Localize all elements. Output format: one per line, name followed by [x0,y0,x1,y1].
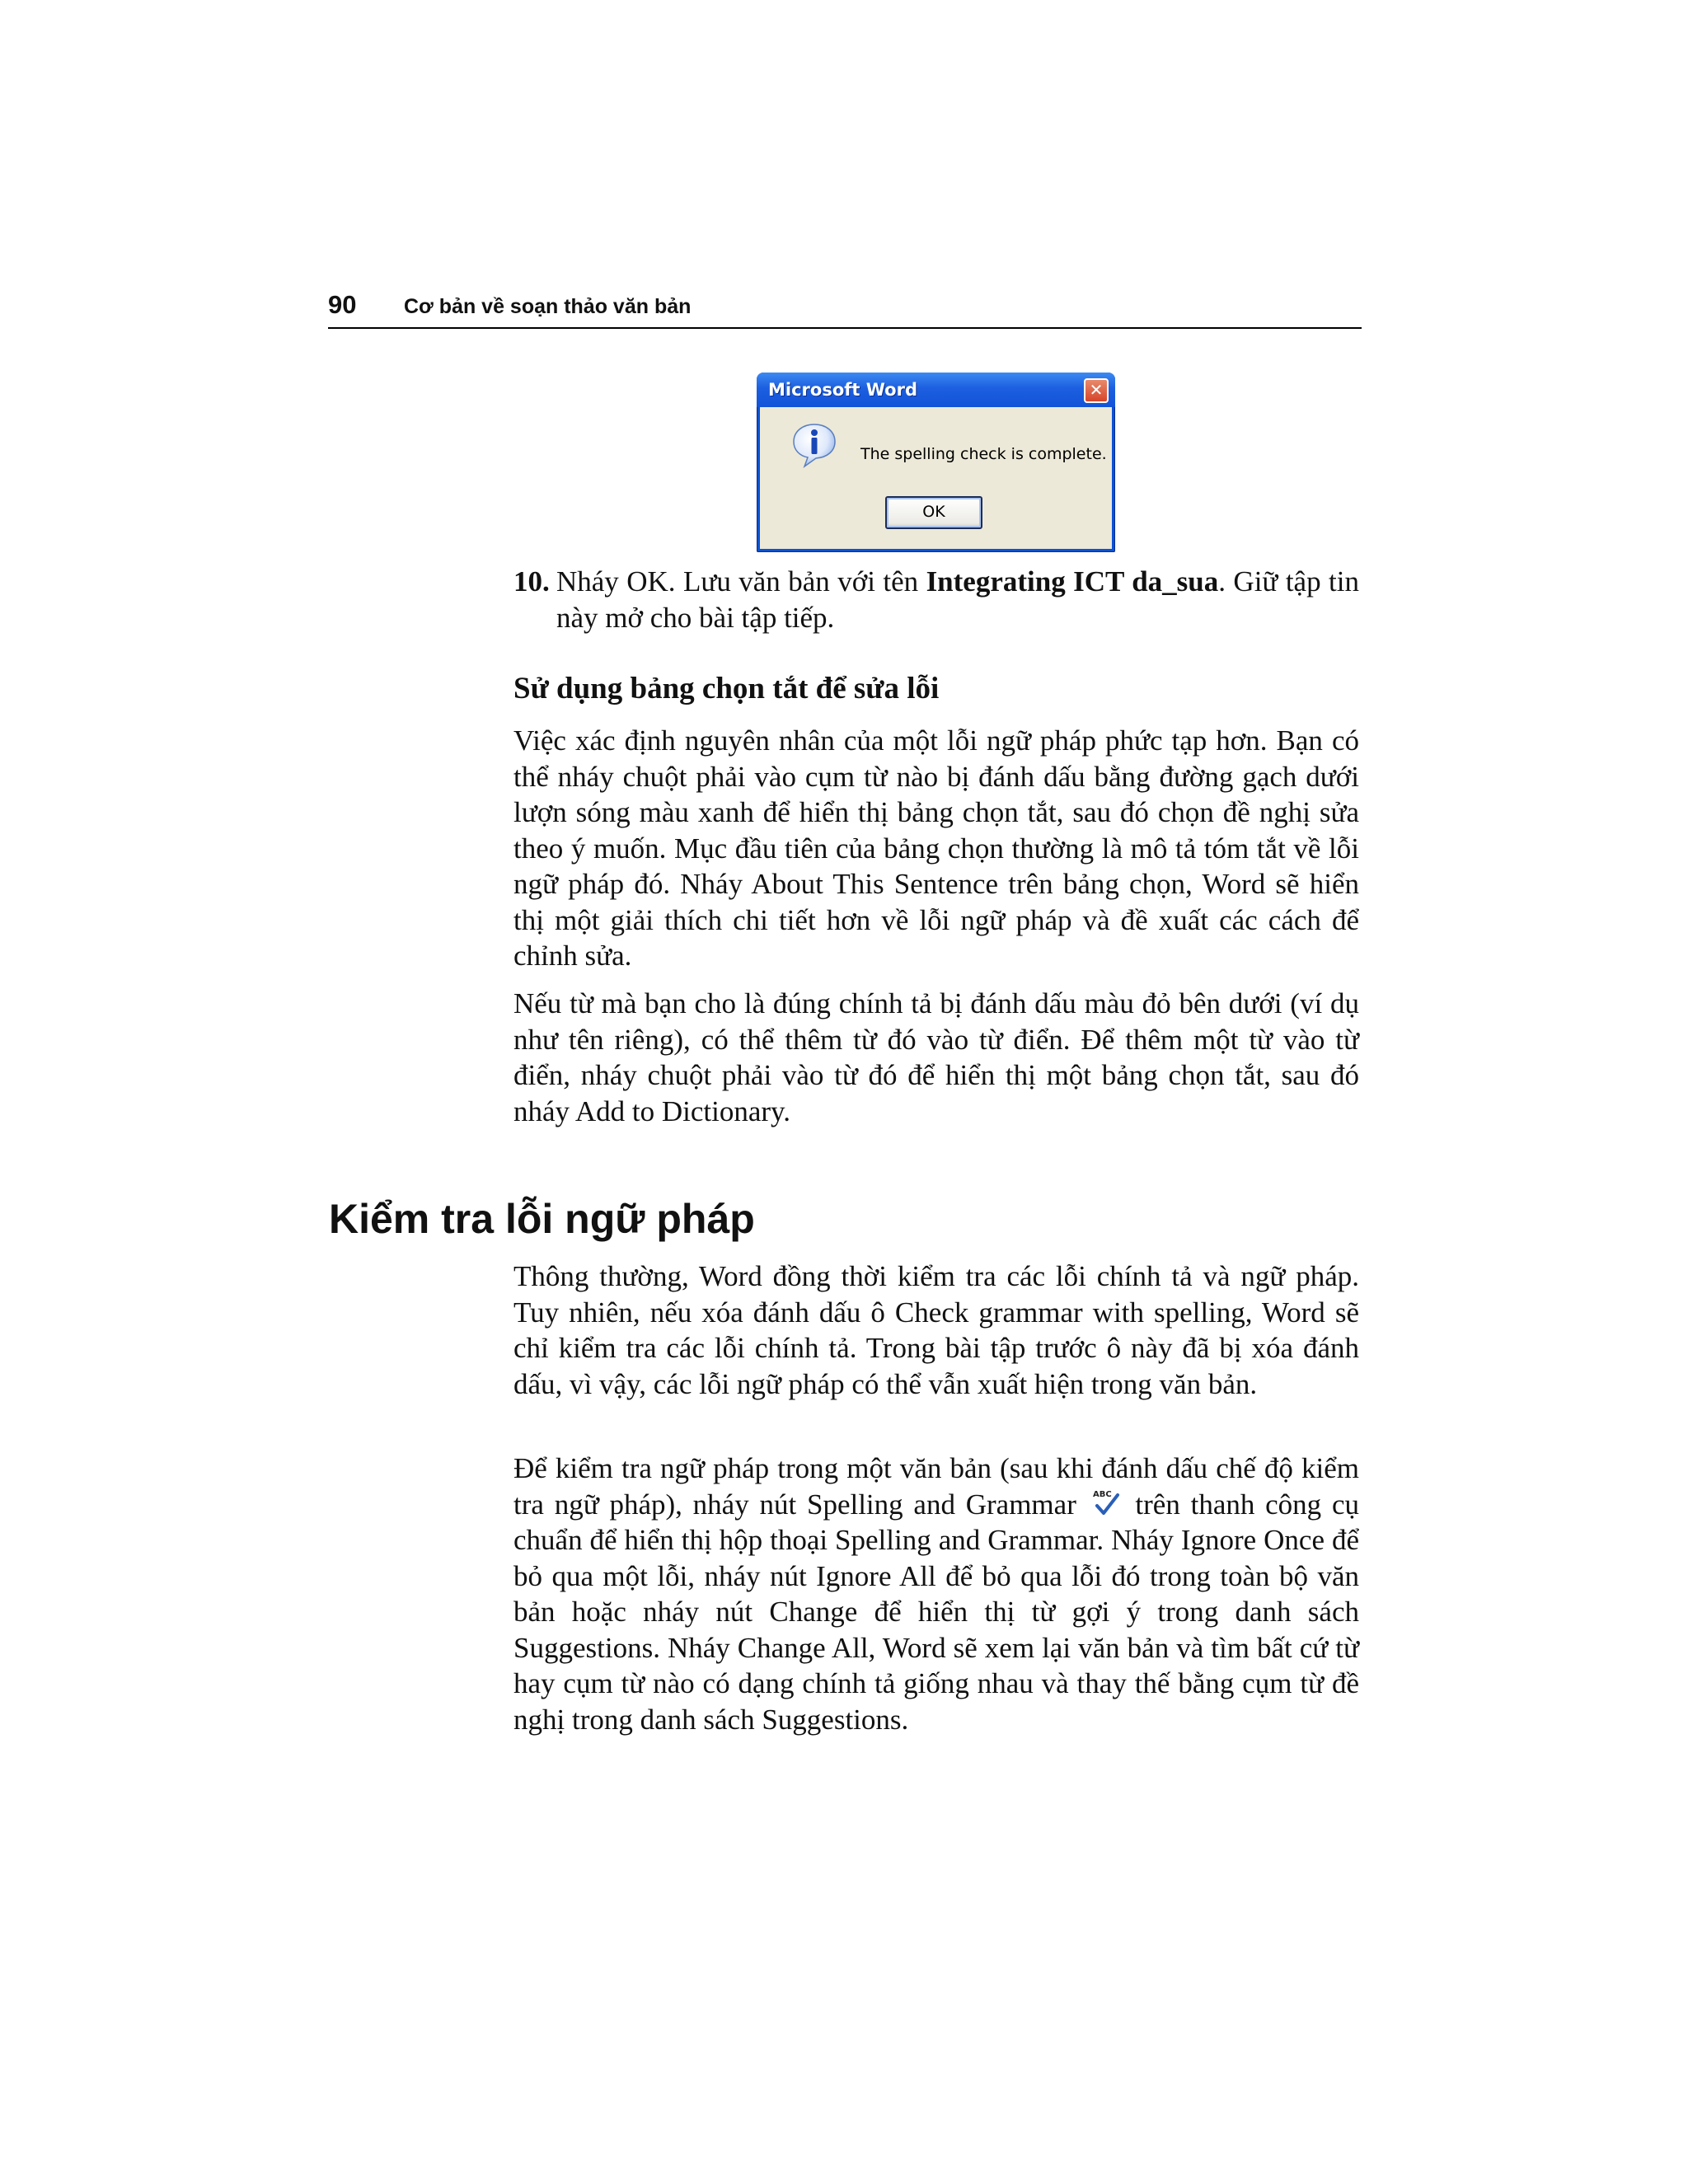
grammar-para-1-block [513,1258,1359,1402]
shortcut-para-2: Nếu từ mà bạn cho là đúng chính tả bị đánh dấu màu đỏ bên dưới (ví dụ như tên riêng), có thể thêm từ đó vào từ điển. Để thêm một từ vào từ điển, nháy chuột phải vào từ đó để hiển thị một bảng chọn tắt, sau đó nháy Add to Dictionary. [513,987,1359,1127]
step-text-after: . Giữ tập tin này mở cho bài tập tiếp. [556,565,1359,634]
step-filename: Integrating ICT da_sua [926,565,1219,598]
page-number: 90 [328,290,357,319]
dialog-titlebar [757,373,1115,407]
grammar-para-2-before: Để kiểm tra ngữ pháp trong một văn bản (sau khi đánh dấu chế độ kiểm tra ngữ pháp), nháy nút Spelling and Grammar [513,1452,1359,1521]
step-number: 10. [513,565,550,598]
dialog-body [760,407,1112,549]
close-icon: ✕ [1089,380,1104,400]
step-text-before: Nháy OK. Lưu văn bản với tên [556,565,926,598]
grammar-para-2-block [513,1451,1359,1737]
spelling-icon-text: ABC [1092,1489,1112,1499]
close-button[interactable] [1084,378,1109,403]
spelling-complete-dialog [757,373,1115,552]
info-icon [791,422,837,468]
shortcut-para-1-block [513,723,1359,974]
step-text [556,564,1359,635]
dialog-message: The spelling check is complete. [860,445,1107,463]
running-header [328,288,1362,329]
subsection-heading: Sử dụng bảng chọn tắt để sửa lỗi [513,672,940,705]
ok-button[interactable]: OK [885,496,982,529]
shortcut-para-2-block [513,986,1359,1129]
grammar-para-2 [513,1451,1359,1737]
section-heading: Kiểm tra lỗi ngữ pháp [329,1196,755,1242]
grammar-para-2-after: trên thanh công cụ chuẩn để hiển thị hộp thoại Spelling and Grammar. Nháy Ignore Once để bỏ qua một lỗi, nháy nút Ignore All để bỏ qua lỗi đó trong toàn bộ văn bản hoặc nháy nút Change để hiển thị từ gợi ý trong danh sách Suggestions. Nháy Change All, Word sẽ xem lại văn bản và tìm bất cứ từ hay cụm từ nào có dạng chính tả giống nhau và thay thế bằng cụm từ đề nghị trong danh sách Suggestions. [513,1488,1360,1736]
shortcut-para-1: Việc xác định nguyên nhân của một lỗi ngữ pháp phức tạp hơn. Bạn có thể nháy chuột phải vào cụm từ nào bị đánh dấu bằng đường gạch dưới lượn sóng màu xanh để hiển thị bảng chọn tắt, sau đó chọn đề nghị sửa theo ý muốn. Mục đầu tiên của bảng chọn thường là mô tả tóm tắt về lỗi ngữ pháp đó. Nháy About This Sentence trên bảng chọn, Word sẽ hiển thị một giải thích chi tiết hơn về lỗi ngữ pháp và đề xuất các cách để chỉnh sửa. [513,724,1359,972]
spelling-grammar-icon [1090,1488,1122,1517]
dialog-title: Microsoft Word [768,380,917,400]
grammar-para-1: Thông thường, Word đồng thời kiểm tra các lỗi chính tả và ngữ pháp. Tuy nhiên, nếu xóa đánh dấu ô Check grammar with spelling, Word sẽ chỉ kiểm tra các lỗi chính tả. Trong bài tập trước ô này đã bị xóa đánh dấu, vì vậy, các lỗi ngữ pháp có thể vẫn xuất hiện trong văn bản. [513,1260,1359,1400]
header-title: Cơ bản về soạn thảo văn bản [404,295,692,318]
